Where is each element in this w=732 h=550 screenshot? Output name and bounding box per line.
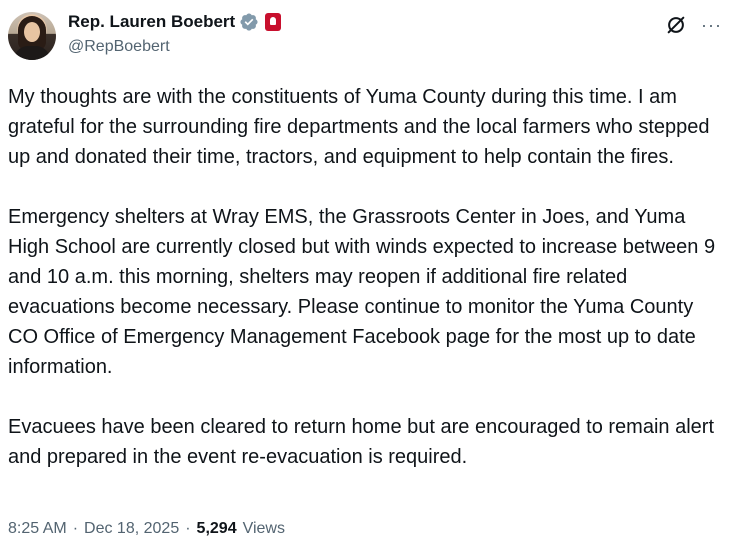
tweet-meta bbox=[8, 520, 285, 538]
tweet-paragraph-1: My thoughts are with the constituents of Yuma County during this time. I am grateful for the surrounding fire departments and the local farmers who stepped up and donated their time, tractors, and equipment to help contain the fires. bbox=[8, 86, 710, 168]
meta-separator: · bbox=[185, 520, 191, 537]
tweet-time[interactable]: 8:25 AM bbox=[8, 520, 67, 537]
verified-icon[interactable] bbox=[239, 12, 259, 32]
name-row bbox=[68, 12, 281, 32]
more-options-icon[interactable]: ··· bbox=[701, 15, 722, 35]
views-count[interactable]: 5,294 bbox=[196, 520, 237, 537]
avatar[interactable] bbox=[8, 12, 56, 60]
tweet-date[interactable]: Dec 18, 2025 bbox=[84, 520, 180, 537]
tweet-paragraph-3: Evacuees have been cleared to return home but are encouraged to remain alert and prepared in the event re-evacuation is required. bbox=[8, 416, 714, 468]
handle[interactable]: @RepBoebert bbox=[68, 38, 170, 55]
views-label: Views bbox=[242, 520, 285, 537]
tweet-paragraph-2: Emergency shelters at Wray EMS, the Grassroots Center in Joes, and Yuma High School are currently closed but with winds expected to increase between 9 and 10 a.m. this morning, shelters may reopen if additional fire related evacuations become necessary. Please continue to monitor the Yuma County CO Office of Emergency Management Facebook page for the most up to date information. bbox=[8, 206, 716, 378]
flag-icon[interactable] bbox=[265, 13, 281, 31]
grok-icon[interactable] bbox=[665, 14, 687, 36]
meta-separator: · bbox=[72, 520, 79, 537]
tweet-header bbox=[8, 10, 722, 62]
tweet-text bbox=[8, 82, 724, 472]
display-name[interactable]: Rep. Lauren Boebert bbox=[68, 12, 236, 31]
header-actions bbox=[665, 14, 722, 36]
